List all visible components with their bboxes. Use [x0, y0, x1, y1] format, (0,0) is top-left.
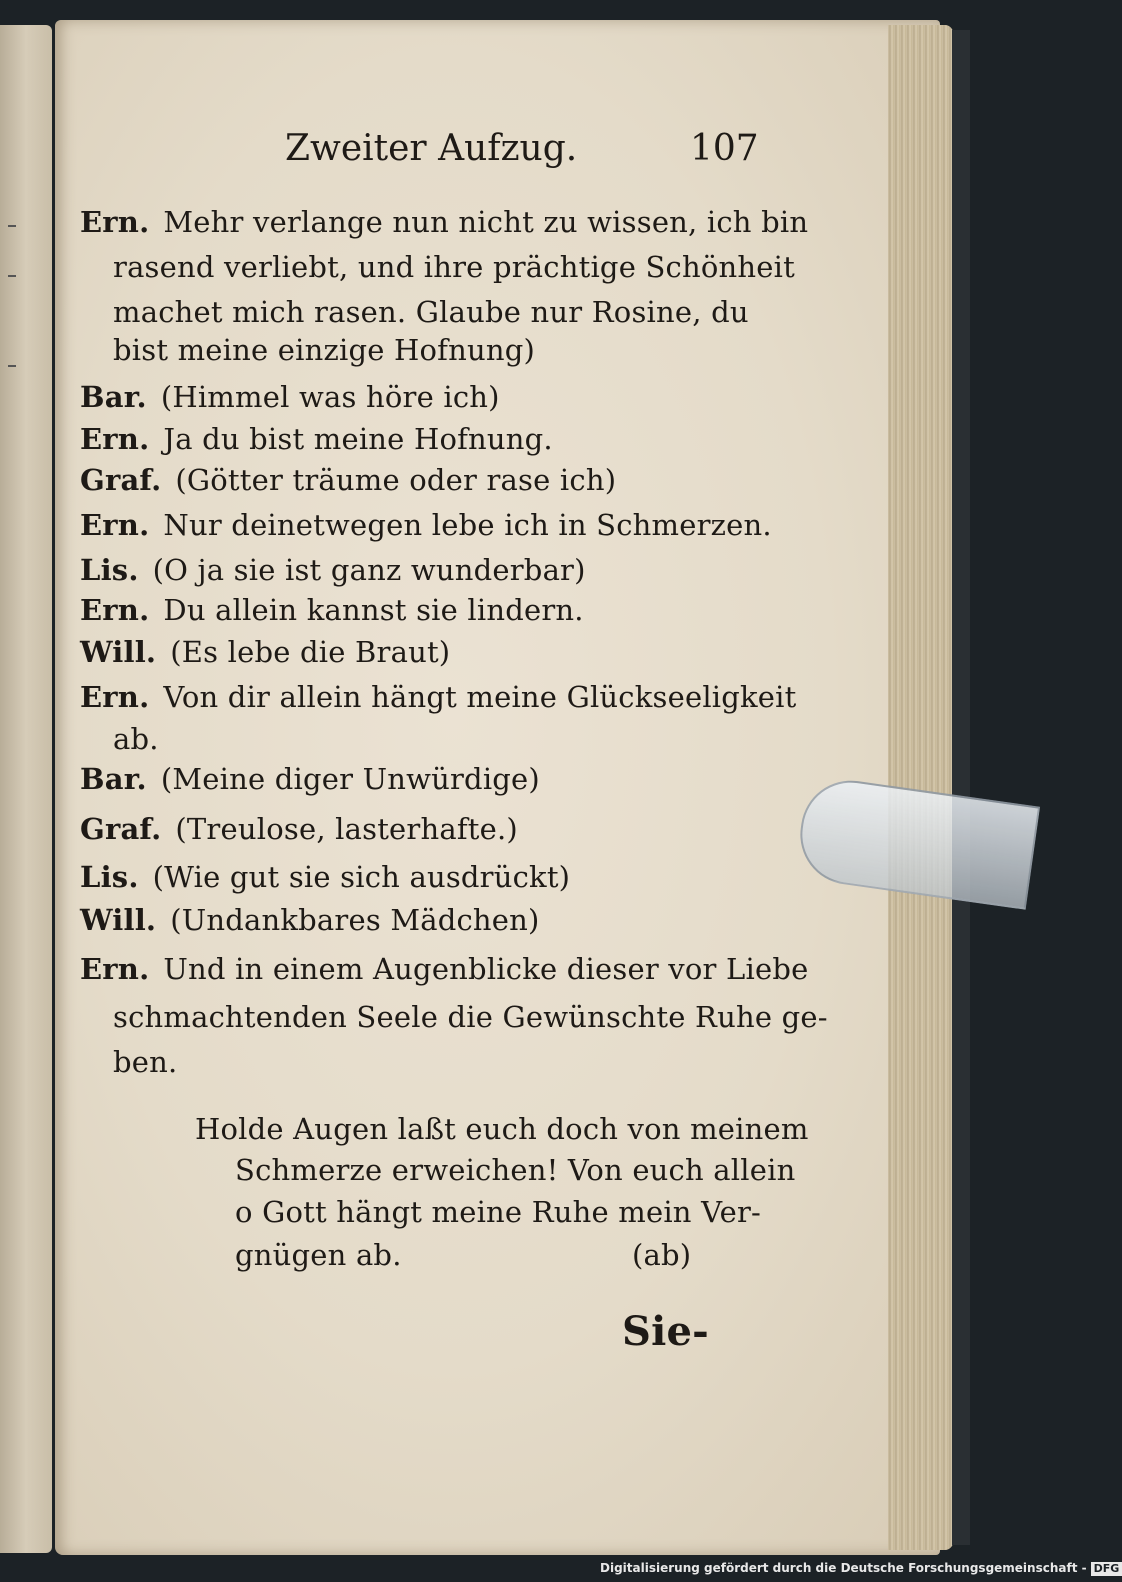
speech: (Es lebe die Braut): [170, 635, 451, 669]
credit-text: Digitalisierung gefördert durch die Deutsche Forschungsgemeinschaft -: [600, 1561, 1087, 1575]
dialogue-line: [80, 422, 553, 456]
dialogue-line: schmachtenden Seele die Gewünschte Ruhe ge-: [113, 1000, 828, 1034]
print-mark: [8, 225, 16, 227]
page-number: 107: [690, 128, 759, 169]
speech: Mehr verlange nun nicht zu wissen, ich bin: [163, 205, 809, 239]
dialogue-line: [80, 508, 772, 542]
digitization-credit: [600, 1556, 1120, 1580]
dialogue-line: machet mich rasen. Glaube nur Rosine, du: [113, 295, 749, 329]
speaker: Lis.: [80, 553, 139, 587]
speaker: Bar.: [80, 380, 147, 414]
speaker: Ern.: [80, 680, 150, 714]
speech: (Undankbares Mädchen): [170, 903, 540, 937]
dialogue-line: ben.: [113, 1045, 178, 1079]
speech: Du allein kannst sie lindern.: [163, 593, 584, 627]
speaker: Lis.: [80, 860, 139, 894]
speaker: Bar.: [80, 762, 147, 796]
speaker: Ern.: [80, 422, 150, 456]
speaker: Will.: [80, 903, 157, 937]
stage-direction: (ab): [632, 1238, 692, 1272]
speaker: Graf.: [80, 463, 162, 497]
dialogue-line: ab.: [113, 722, 159, 756]
print-mark: [8, 275, 16, 277]
dialogue-line: [80, 903, 540, 937]
speech: Nur deinetwegen lebe ich in Schmerzen.: [163, 508, 772, 542]
speech: (Wie gut sie sich ausdrückt): [152, 860, 571, 894]
dialogue-line: [80, 860, 570, 894]
song-line: Holde Augen laßt euch doch von meinem: [195, 1112, 809, 1146]
dialogue-line: [80, 680, 797, 714]
speaker: Ern.: [80, 508, 150, 542]
speech: Ja du bist meine Hofnung.: [163, 422, 553, 456]
speaker: Graf.: [80, 812, 162, 846]
dialogue-line: bist meine einzige Hofnung): [113, 333, 535, 367]
speech: Und in einem Augenblicke dieser vor Liebe: [163, 952, 809, 986]
dialogue-line: [80, 553, 586, 587]
dialogue-line: [80, 380, 500, 414]
dfg-logo: DFG: [1091, 1562, 1122, 1576]
dialogue-line: [80, 952, 808, 986]
song-line: gnügen ab.: [235, 1238, 402, 1272]
dialogue-line: [80, 812, 518, 846]
speech: (Götter träume oder rase ich): [175, 463, 617, 497]
book-cover-edge: [952, 30, 970, 1545]
left-page-edge: [0, 25, 52, 1553]
print-mark: [8, 365, 16, 367]
dialogue-line: [80, 463, 616, 497]
dialogue-line: [80, 205, 808, 239]
speech: (Meine diger Unwürdige): [160, 762, 540, 796]
dialogue-line: [80, 635, 450, 669]
dialogue-line: [80, 762, 540, 796]
dialogue-line: [80, 593, 584, 627]
speaker: Ern.: [80, 593, 150, 627]
song-line: o Gott hängt meine Ruhe mein Ver-: [235, 1195, 762, 1229]
running-header: [0, 128, 1000, 188]
chapter-title: Zweiter Aufzug.: [285, 128, 578, 169]
speech: Von dir allein hängt meine Glückseeligkeit: [163, 680, 797, 714]
speaker: Ern.: [80, 952, 150, 986]
speaker: Ern.: [80, 205, 150, 239]
speech: (O ja sie ist ganz wunderbar): [152, 553, 586, 587]
song-line: Schmerze erweichen! Von euch allein: [235, 1153, 796, 1187]
speech: (Himmel was höre ich): [160, 380, 500, 414]
dialogue-line: rasend verliebt, und ihre prächtige Schönheit: [113, 250, 795, 284]
catchword: Sie-: [622, 1308, 709, 1355]
speech: (Treulose, lasterhafte.): [175, 812, 518, 846]
speaker: Will.: [80, 635, 157, 669]
